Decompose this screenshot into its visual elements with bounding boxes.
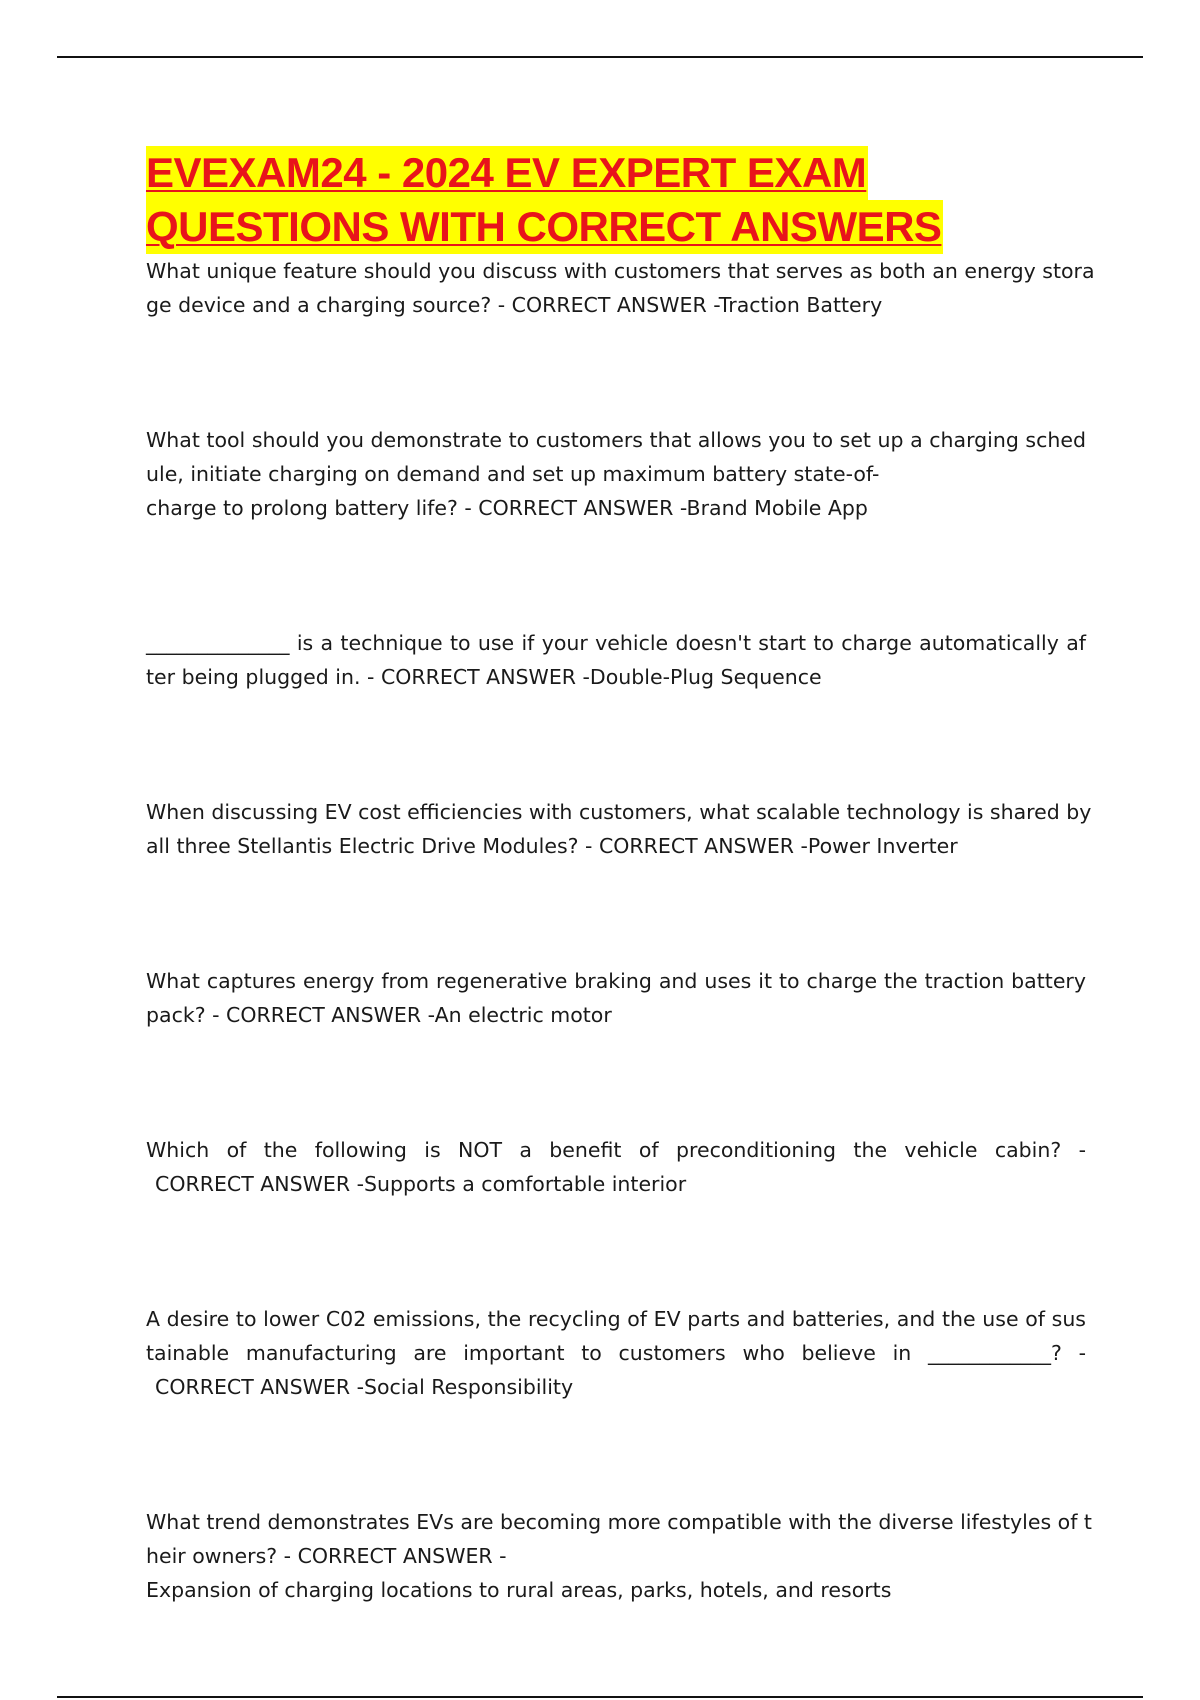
- qa-line: heir owners? - CORRECT ANSWER -: [146, 1544, 507, 1568]
- paragraph-gap: [146, 863, 1086, 964]
- footer-rule: [57, 1696, 1143, 1698]
- paragraph-gap: [146, 525, 1086, 626]
- qa-item-5: [146, 964, 1086, 1032]
- qa-line: ge device and a charging source? - CORRECT ANSWER -Traction Battery: [146, 293, 883, 317]
- qa-item-3: [146, 626, 1086, 694]
- paragraph-gap: [146, 694, 1086, 795]
- qa-line: When discussing EV cost efficiencies with customers, what scalable technology is shared by: [146, 800, 1092, 824]
- qa-item-4: [146, 795, 1092, 863]
- paragraph-gap: [146, 1404, 1086, 1505]
- qa-line: tainable manufacturing are important to customers who believe in ____________? -: [146, 1341, 1086, 1365]
- qa-line: ______________ is a technique to use if your vehicle doesn't start to charge automatically af: [146, 631, 1086, 655]
- qa-item-8: [146, 1505, 1092, 1607]
- qa-line: pack? - CORRECT ANSWER -An electric motor: [146, 1003, 612, 1027]
- paragraph-gap: [146, 1201, 1086, 1302]
- paragraph-gap: [146, 1032, 1086, 1133]
- qa-line: Expansion of charging locations to rural areas, parks, hotels, and resorts: [146, 1578, 892, 1602]
- title-line-2: QUESTIONS WITH CORRECT ANSWERS: [146, 200, 943, 254]
- document-title: [146, 146, 1086, 254]
- qa-item-6: [146, 1133, 1086, 1201]
- title-line-1: EVEXAM24 - 2024 EV EXPERT EXAM: [146, 146, 868, 200]
- paragraph-gap: [146, 322, 1086, 423]
- qa-line: What trend demonstrates EVs are becoming more compatible with the diverse lifestyles of t: [146, 1510, 1092, 1534]
- qa-line: charge to prolong battery life? - CORRECT ANSWER -Brand Mobile App: [146, 496, 868, 520]
- qa-line: all three Stellantis Electric Drive Modules? - CORRECT ANSWER -Power Inverter: [146, 834, 958, 858]
- qa-line: What tool should you demonstrate to customers that allows you to set up a charging sched: [146, 428, 1086, 452]
- qa-line: ule, initiate charging on demand and set up maximum battery state-of-: [146, 462, 880, 486]
- qa-line: ter being plugged in. - CORRECT ANSWER -Double-Plug Sequence: [146, 665, 822, 689]
- qa-line: What captures energy from regenerative braking and uses it to charge the traction battery: [146, 969, 1086, 993]
- qa-line: Which of the following is NOT a benefit of preconditioning the vehicle cabin? -: [146, 1138, 1086, 1162]
- qa-line: CORRECT ANSWER -Social Responsibility: [155, 1375, 574, 1399]
- header-rule: [57, 56, 1143, 58]
- qa-line: A desire to lower C02 emissions, the recycling of EV parts and batteries, and the use of sus: [146, 1307, 1086, 1331]
- qa-item-1: [146, 254, 1095, 322]
- qa-item-7: [146, 1302, 1086, 1404]
- qa-line: CORRECT ANSWER -Supports a comfortable interior: [155, 1172, 687, 1196]
- qa-line: What unique feature should you discuss with customers that serves as both an energy stora: [146, 259, 1095, 283]
- document-body: [146, 146, 1095, 1607]
- qa-item-2: [146, 423, 1086, 525]
